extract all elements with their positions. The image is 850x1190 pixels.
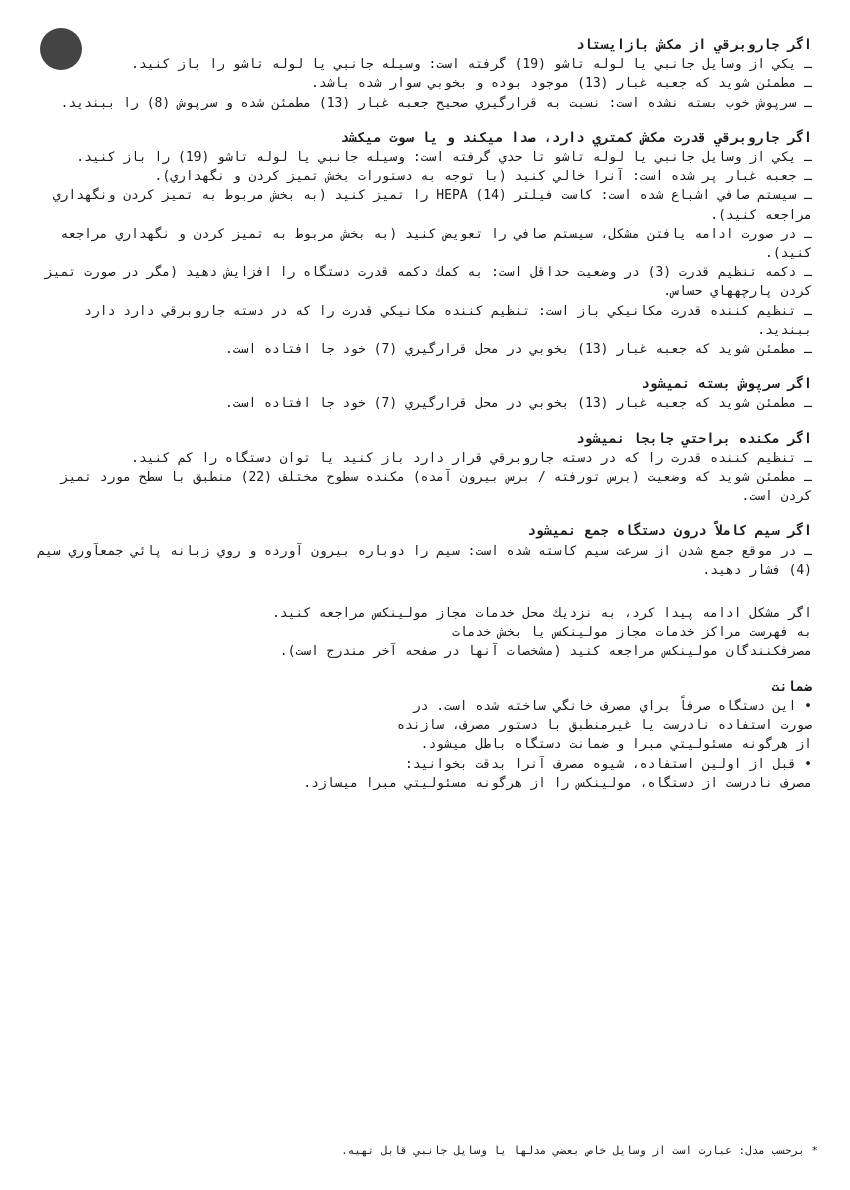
section-line: ـ مطمئن شويد كه جعبه غبار (13) موجود بوده و بخوبي سوار شده باشد.: [311, 76, 812, 92]
section-cord-not-rewinding: [30, 522, 812, 580]
contact-line: مصرفكنندگان مولينكس مراجعه كنيد (مشخصات آنها در صفحه آخر مندرج است).: [279, 644, 812, 660]
section-weak-suction: [30, 129, 812, 359]
warranty-heading: ضمانت: [771, 678, 812, 695]
contact-line: به فهرست مراكز خدمات مجاز مولينكس يا بخش خدمات: [451, 625, 812, 641]
section-line: ـ يكي از وسايل جانبي يا لوله تاشو تا حدي گرفته است: وسيله جانبي يا لوله تاشو (19) را باز كنيد.: [76, 150, 812, 166]
section-lid-not-closing: [30, 375, 812, 413]
service-contact-block: [30, 604, 812, 662]
troubleshooting-content: [30, 36, 812, 793]
section-line: ـ تنظيم كننده قدرت مكانيكي باز است: تنظيم كننده مكانيكي قدرت را كه در دسته جاروبرقي دارد دارد ببنديد.: [84, 303, 812, 338]
warranty-line: صورت استفاده نادرست يا غيرمنطبق با دستور مصرف، سازنده: [397, 718, 812, 734]
section-line: ـ جعبه غبار پر شده است: آنرا خالي كنيد (با توجه به دستورات بخش تميز كردن و نگهداري).: [154, 169, 812, 185]
section-no-suction: [30, 36, 812, 113]
contact-line: اگر مشكل ادامه پيدا كرد، به نزديك محل خدمات مجاز مولينكس مراجعه كنيد.: [271, 606, 812, 622]
warranty-line: • اين دستگاه صرفاً براي مصرف خانگي ساخته شده است. در: [412, 698, 812, 714]
section-line: ـ در صورت ادامه يافتن مشكل، سيستم صافي را تعويض كنيد (به بخش مربوط به تميز كردن و نگهداري مراجعه كنيد).: [60, 226, 812, 262]
section-heading: اگر جاروبرقي از مكش بازايستاد: [576, 37, 812, 53]
section-heading: اگر جاروبرقي قدرت مكش كمتري دارد، صدا ميكند و يا سوت ميكشد: [340, 129, 812, 146]
section-line: ـ تنظيم كننده قدرت را كه در دسته جاروبرقي قرار دارد باز كنيد يا توان دستگاه را كم كنيد.: [131, 450, 812, 466]
section-line: ـ دكمه تنظيم قدرت (3) در وضعيت حداقل است: به كمك دكمه قدرت دستگاه را افزايش دهيد (مگر در صورت تميز كردن پارچههاي حساس.: [44, 265, 812, 300]
section-heading: اگر سيم كاملاً درون دستگاه جمع نميشود: [527, 523, 812, 540]
warranty-text: [192, 697, 812, 793]
section-line: ـ سيستم صافي اشباع شده است: كاست فيلتر HEPA (14) را تميز كنيد (به بخش مربوط به تميز كردن ونگهداري مراجعه كنيد).: [52, 188, 812, 223]
warranty-line: مصرف نادرست از دستگاه، مولينكس را از هرگونه مسئوليتي مبرا ميسازد.: [303, 775, 812, 791]
section-line: ـ يكي از وسايل جانبي يا لوله تاشو (19) گرفته است: وسيله جانبي يا لوله تاشو را باز كنيد.: [131, 57, 812, 73]
warranty-line: از هرگونه مسئوليتي مبرا و ضمانت دستگاه باطل ميشود.: [420, 737, 812, 753]
section-line: ـ سرپوش خوب بسته نشده است: نسبت به قرارگيري صحيح جعبه غبار (13) مطمئن شده و سرپوش (8) را ببنديد.: [60, 95, 812, 111]
footnote: * برحسب مدل: عبارت است از وسايل خاص بعضي مدلها يا وسايل جانبي قابل تهيه.: [341, 1144, 818, 1157]
warranty-line: • قبل از اولين استفاده، شيوه مصرف آنرا بدقت بخوانيد:: [405, 756, 812, 772]
section-line: ـ مطمئن شويد كه جعبه غبار (13) بخوبي در محل قرارگيري (7) خود جا افتاده است.: [224, 342, 812, 358]
section-line: ـ مطمئن شويد كه جعبه غبار (13) بخوبي در محل قرارگيري (7) خود جا افتاده است.: [224, 396, 812, 412]
section-heading: اگر سرپوش بسته نميشود: [641, 376, 812, 393]
section-nozzle-not-moving: [30, 430, 812, 507]
section-line: ـ در موقع جمع شدن از سرعت سيم كاسته شده است: سيم را دوباره بيرون آورده و روي زبانه پائي جمعآوري سيم (4) فشار دهيد.: [37, 543, 812, 578]
section-line: ـ مطمئن شويد كه وضعيت (برس تورفته / برس بيرون آمده) مكنده سطوح مختلف (22) منطبق با سطح مورد تميز كردن است.: [60, 470, 812, 505]
warranty-section: [30, 678, 812, 793]
section-heading: اگر مكنده براحتي جابجا نميشود: [576, 430, 812, 447]
